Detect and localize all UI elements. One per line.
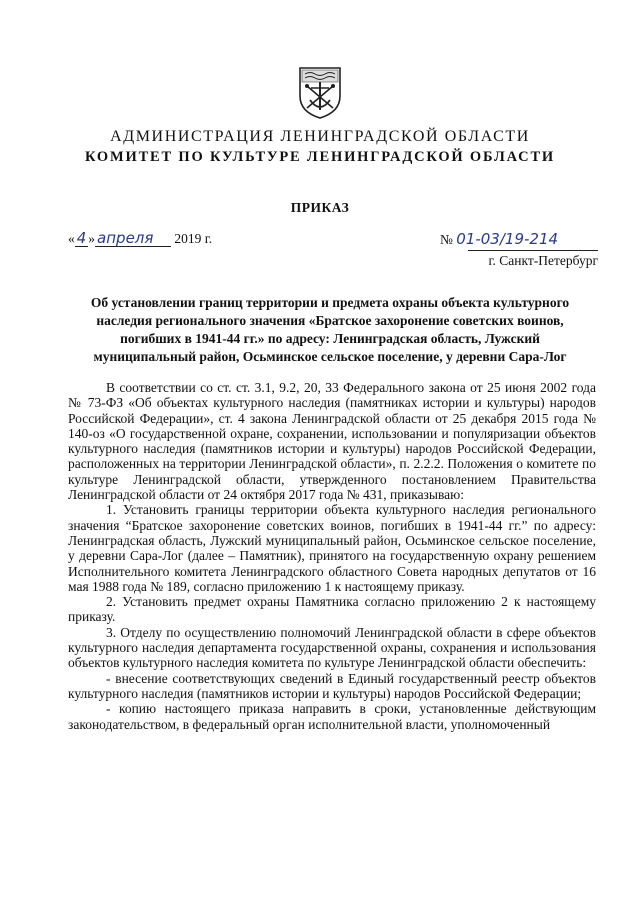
paragraph-item-3: 3. Отделу по осуществлению полномочий Ленинградской области в сфере объектов культурного наследия департамента государственной охраны, сохранения и использования объектов культурного наследия комитета по культуре Ленинградской области обеспечить: bbox=[68, 624, 596, 671]
date-open-quote: « bbox=[68, 231, 75, 246]
document-number-block bbox=[440, 230, 600, 269]
document-type-title: ПРИКАЗ bbox=[290, 200, 350, 215]
order-body bbox=[68, 380, 596, 732]
paragraph-item-1: 1. Установить границы территории объекта культурного наследия регионального значения “Братское захоронение советских воинов, погибших в 1941-44 гг.” по адресу: Ленинградская область, Лужский муниципальный район, Осьминское сельское поселение, у деревни Сара-Лог (далее – Памятник), принятого на государственную охрану решением Исполнительного комитета Ленинградского областного Совета народных депутатов от 16 мая 1988 года № 189, согласно приложению 1 к настоящему приказу. bbox=[68, 502, 596, 594]
paragraph-item-3-bullet-1: - внесение соответствующих сведений в Единый государственный реестр объектов культурного наследия (памятников истории и культуры) народов Российской Федерации; bbox=[68, 670, 596, 701]
paragraph-preamble: В соответствии со ст. ст. 3.1, 9.2, 20, 33 Федерального закона от 25 июня 2002 года № 73-ФЗ «Об объектах культурного наследия (памятниках истории и культуры) народов Российской Федерации», ст. 4 закона Ленинградской области от 25 декабря 2015 года № 140-оз «О государственной охране, сохранении, использовании и популяризации объектов культурного наследия (памятников истории и культуры) народов Российской Федерации, расположенных на территории Ленинградской области», п. 2.2.2. Положения о комитете по культуре Ленинградской области, утвержденного постановлением Правительства Ленинградской области от 24 октября 2017 года № 431, приказываю: bbox=[68, 380, 596, 503]
administration-heading: АДМИНИСТРАЦИЯ ЛЕНИНГРАДСКОЙ ОБЛАСТИ bbox=[110, 128, 530, 145]
date-close-quote: » bbox=[88, 231, 96, 246]
paragraph-item-3-bullet-2: - копию настоящего приказа направить в сроки, установленные действующим законодательством, в федеральный орган исполнительной власти, уполномоченный bbox=[68, 701, 596, 732]
city-label: г. Санкт-Петербург bbox=[468, 250, 598, 269]
paragraph-item-2: 2. Установить предмет охраны Памятника согласно приложению 2 к настоящему приказу. bbox=[68, 594, 596, 625]
coat-of-arms-emblem bbox=[297, 66, 343, 120]
order-subject: Об установлении границ территории и предмета охраны объекта культурного наследия регионального значения «Братское захоронение советских воинов, погибших в 1941-44 гг.» по адресу: Ленинградская область, Лужский муниципальный район, Осьминское сельское поселение, у деревни Сара-Лог bbox=[90, 295, 570, 364]
date-year: 2019 г. bbox=[174, 231, 213, 246]
number-sign: № bbox=[440, 232, 453, 247]
date-month-handwritten: апреля bbox=[95, 230, 171, 247]
document-number-handwritten: 01-03/19-214 bbox=[456, 230, 559, 248]
date-day-handwritten: 4 bbox=[76, 229, 87, 247]
document-date bbox=[68, 230, 212, 247]
committee-heading: КОМИТЕТ ПО КУЛЬТУРЕ ЛЕНИНГРАДСКОЙ ОБЛАСТИ bbox=[84, 149, 555, 165]
